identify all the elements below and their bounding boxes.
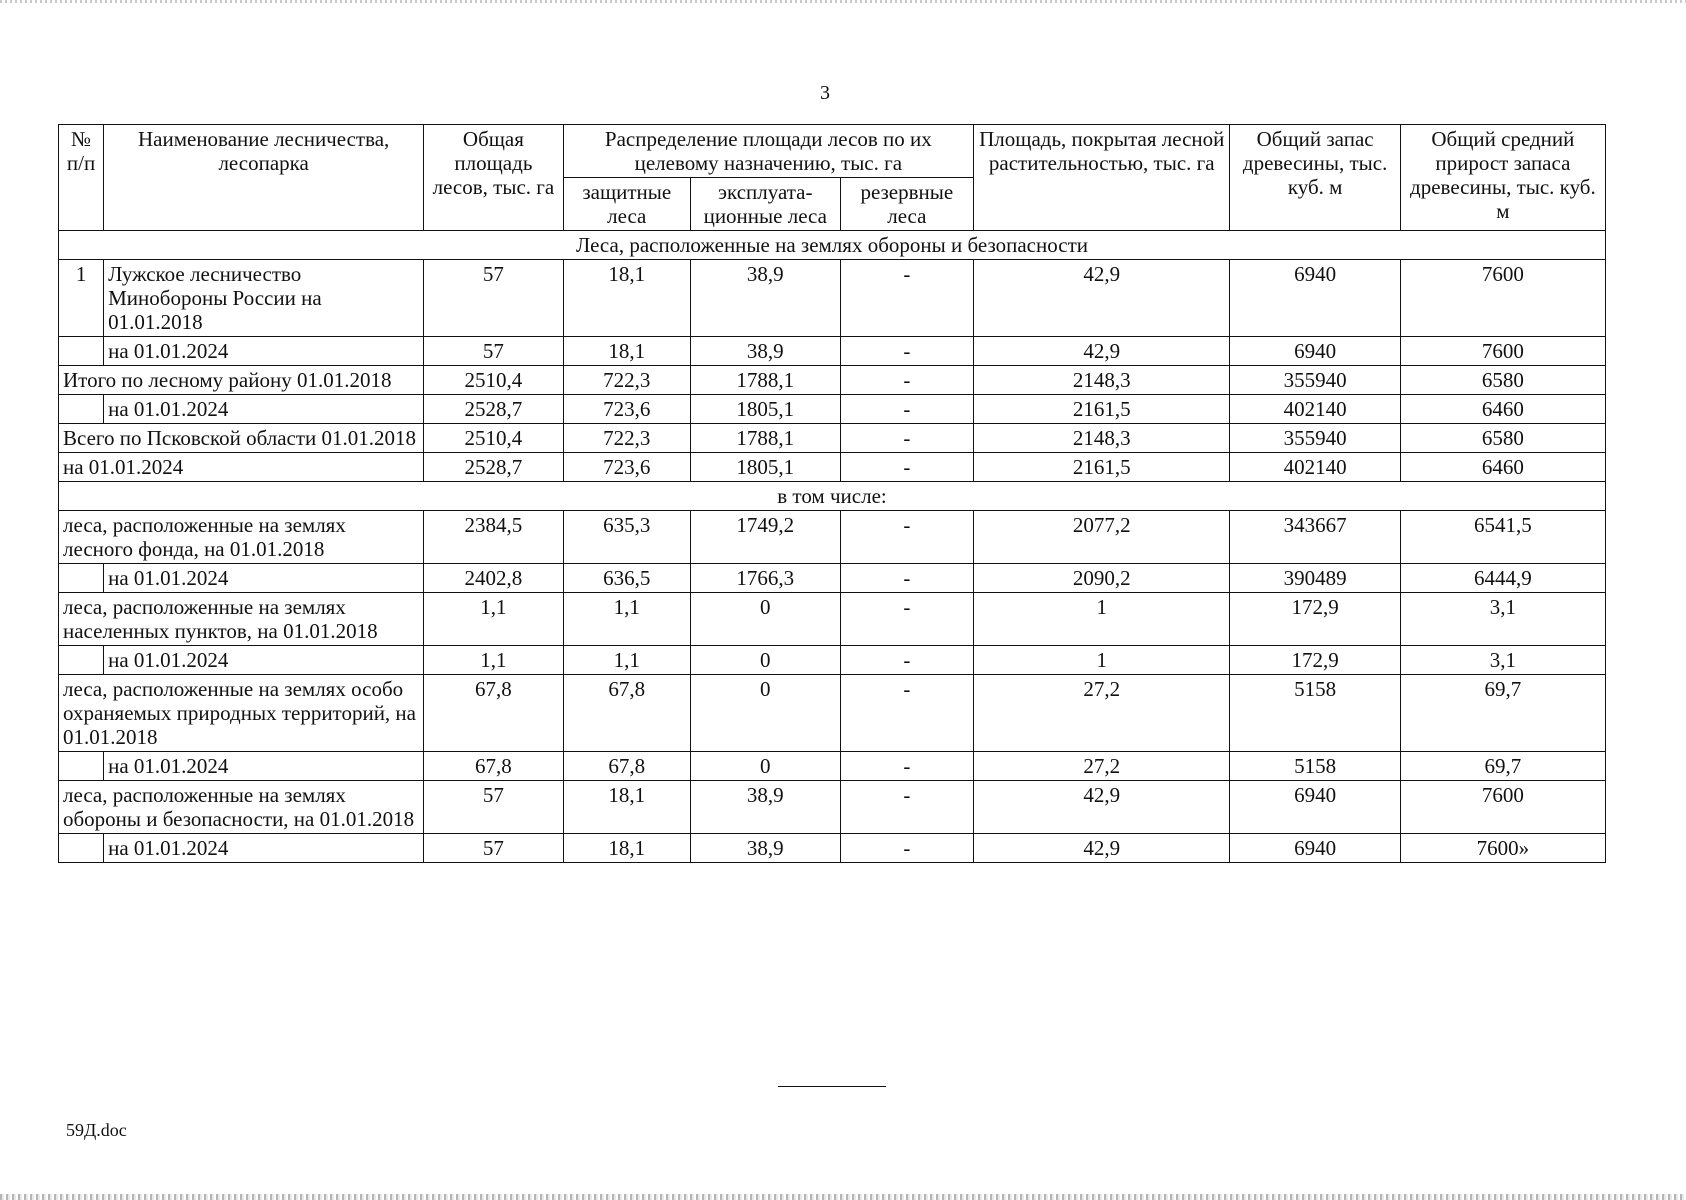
cell-total: 67,8 xyxy=(424,752,564,781)
cell-reserve: - xyxy=(840,752,973,781)
cell-covered: 2148,3 xyxy=(974,424,1230,453)
cell-covered: 2161,5 xyxy=(974,453,1230,482)
cell-growth: 6580 xyxy=(1400,424,1605,453)
cell-covered: 42,9 xyxy=(974,834,1230,863)
header-reserve: резервные леса xyxy=(840,178,973,231)
scan-edge-top xyxy=(0,0,1686,3)
cell-num xyxy=(59,564,104,593)
cell-name: на 01.01.2024 xyxy=(104,564,424,593)
cell-total: 57 xyxy=(424,781,564,834)
cell-covered: 42,9 xyxy=(974,260,1230,337)
cell-growth: 6580 xyxy=(1400,366,1605,395)
cell-num xyxy=(59,395,104,424)
cell-exploitation: 38,9 xyxy=(690,260,840,337)
section-row-including xyxy=(59,482,1606,511)
cell-reserve: - xyxy=(840,366,973,395)
cell-stock: 355940 xyxy=(1230,424,1400,453)
cell-covered: 2077,2 xyxy=(974,511,1230,564)
table-row xyxy=(59,675,1606,752)
cell-total: 2510,4 xyxy=(424,424,564,453)
table-row xyxy=(59,781,1606,834)
cell-covered: 2148,3 xyxy=(974,366,1230,395)
table-row xyxy=(59,646,1606,675)
cell-exploitation: 38,9 xyxy=(690,337,840,366)
cell-growth: 7600 xyxy=(1400,781,1605,834)
cell-growth: 6541,5 xyxy=(1400,511,1605,564)
cell-stock: 390489 xyxy=(1230,564,1400,593)
cell-stock: 6940 xyxy=(1230,337,1400,366)
table-row xyxy=(59,593,1606,646)
cell-protective: 67,8 xyxy=(563,752,690,781)
cell-growth: 7600 xyxy=(1400,337,1605,366)
cell-exploitation: 1766,3 xyxy=(690,564,840,593)
header-exploitation: эксплуата-ционные леса xyxy=(690,178,840,231)
cell-stock: 172,9 xyxy=(1230,646,1400,675)
cell-stock: 355940 xyxy=(1230,366,1400,395)
cell-num xyxy=(59,752,104,781)
cell-growth: 69,7 xyxy=(1400,675,1605,752)
cell-protective: 1,1 xyxy=(563,646,690,675)
cell-growth: 6444,9 xyxy=(1400,564,1605,593)
cell-num: 1 xyxy=(59,260,104,337)
cell-num xyxy=(59,646,104,675)
cell-covered: 1 xyxy=(974,646,1230,675)
cell-stock: 6940 xyxy=(1230,260,1400,337)
scan-edge-bottom xyxy=(0,1194,1686,1200)
cell-exploitation: 1788,1 xyxy=(690,366,840,395)
cell-total: 57 xyxy=(424,260,564,337)
table-row xyxy=(59,511,1606,564)
cell-total: 2528,7 xyxy=(424,395,564,424)
cell-name: на 01.01.2024 xyxy=(104,395,424,424)
cell-protective: 722,3 xyxy=(563,424,690,453)
cell-reserve: - xyxy=(840,593,973,646)
section-title: Леса, расположенные на землях обороны и безопасности xyxy=(59,231,1606,260)
cell-protective: 18,1 xyxy=(563,260,690,337)
cell-growth: 7600 xyxy=(1400,260,1605,337)
table-row xyxy=(59,564,1606,593)
section-title: в том числе: xyxy=(59,482,1606,511)
cell-protective: 18,1 xyxy=(563,834,690,863)
cell-growth: 6460 xyxy=(1400,453,1605,482)
cell-total: 67,8 xyxy=(424,675,564,752)
cell-reserve: - xyxy=(840,675,973,752)
cell-protective: 722,3 xyxy=(563,366,690,395)
cell-covered: 2161,5 xyxy=(974,395,1230,424)
cell-reserve: - xyxy=(840,453,973,482)
cell-stock: 402140 xyxy=(1230,395,1400,424)
cell-exploitation: 0 xyxy=(690,646,840,675)
cell-stock: 5158 xyxy=(1230,752,1400,781)
cell-protective: 635,3 xyxy=(563,511,690,564)
cell-exploitation: 1749,2 xyxy=(690,511,840,564)
cell-name: Лужское лесничество Минобороны России на 01.01.2018 xyxy=(104,260,424,337)
cell-growth: 6460 xyxy=(1400,395,1605,424)
header-row-1 xyxy=(59,125,1606,178)
cell-protective: 18,1 xyxy=(563,781,690,834)
cell-name: на 01.01.2024 xyxy=(104,337,424,366)
cell-reserve: - xyxy=(840,395,973,424)
cell-name: леса, расположенные на землях особо охраняемых природных территорий, на 01.01.2018 xyxy=(59,675,424,752)
cell-growth: 3,1 xyxy=(1400,593,1605,646)
cell-covered: 27,2 xyxy=(974,752,1230,781)
cell-covered: 27,2 xyxy=(974,675,1230,752)
table-row xyxy=(59,752,1606,781)
cell-total: 1,1 xyxy=(424,646,564,675)
cell-stock: 5158 xyxy=(1230,675,1400,752)
cell-exploitation: 1788,1 xyxy=(690,424,840,453)
table-row xyxy=(59,834,1606,863)
header-covered-area: Площадь, покрытая лесной растительностью, тыс. га xyxy=(974,125,1230,231)
cell-exploitation: 0 xyxy=(690,675,840,752)
cell-stock: 402140 xyxy=(1230,453,1400,482)
section-row-defense xyxy=(59,231,1606,260)
header-timber-stock: Общий запас древесины, тыс. куб. м xyxy=(1230,125,1400,231)
cell-reserve: - xyxy=(840,511,973,564)
header-num: № п/п xyxy=(59,125,104,231)
file-name: 59Д.doc xyxy=(66,1120,127,1140)
cell-num xyxy=(59,337,104,366)
table-row xyxy=(59,337,1606,366)
page-number: 3 xyxy=(820,82,830,104)
cell-name: Всего по Псковской области 01.01.2018 xyxy=(59,424,424,453)
cell-total: 2510,4 xyxy=(424,366,564,395)
cell-name: на 01.01.2024 xyxy=(104,752,424,781)
cell-name: леса, расположенные на землях лесного фонда, на 01.01.2018 xyxy=(59,511,424,564)
cell-protective: 18,1 xyxy=(563,337,690,366)
header-name: Наименование лесничества, лесопарка xyxy=(104,125,424,231)
cell-reserve: - xyxy=(840,646,973,675)
cell-exploitation: 1805,1 xyxy=(690,453,840,482)
cell-stock: 172,9 xyxy=(1230,593,1400,646)
cell-reserve: - xyxy=(840,564,973,593)
cell-growth: 3,1 xyxy=(1400,646,1605,675)
cell-covered: 2090,2 xyxy=(974,564,1230,593)
cell-protective: 67,8 xyxy=(563,675,690,752)
cell-protective: 636,5 xyxy=(563,564,690,593)
cell-exploitation: 1805,1 xyxy=(690,395,840,424)
cell-exploitation: 0 xyxy=(690,593,840,646)
cell-name: на 01.01.2024 xyxy=(104,834,424,863)
header-distribution: Распределение площади лесов по их целевому назначению, тыс. га xyxy=(563,125,973,178)
cell-reserve: - xyxy=(840,424,973,453)
cell-exploitation: 38,9 xyxy=(690,781,840,834)
cell-protective: 723,6 xyxy=(563,395,690,424)
forest-area-table xyxy=(58,124,1606,863)
cell-total: 1,1 xyxy=(424,593,564,646)
cell-reserve: - xyxy=(840,260,973,337)
cell-reserve: - xyxy=(840,781,973,834)
cell-protective: 723,6 xyxy=(563,453,690,482)
cell-total: 57 xyxy=(424,337,564,366)
cell-covered: 42,9 xyxy=(974,337,1230,366)
cell-growth: 7600» xyxy=(1400,834,1605,863)
header-protective: защитные леса xyxy=(563,178,690,231)
cell-growth: 69,7 xyxy=(1400,752,1605,781)
table-row xyxy=(59,260,1606,337)
header-avg-growth: Общий средний прирост запаса древесины, тыс. куб. м xyxy=(1400,125,1605,231)
cell-stock: 6940 xyxy=(1230,834,1400,863)
table-row xyxy=(59,395,1606,424)
cell-stock: 6940 xyxy=(1230,781,1400,834)
cell-total: 2384,5 xyxy=(424,511,564,564)
table-row xyxy=(59,453,1606,482)
table-row xyxy=(59,366,1606,395)
cell-name: леса, расположенные на землях населенных пунктов, на 01.01.2018 xyxy=(59,593,424,646)
cell-total: 57 xyxy=(424,834,564,863)
cell-name: на 01.01.2024 xyxy=(104,646,424,675)
footer-divider xyxy=(778,1086,886,1087)
cell-exploitation: 38,9 xyxy=(690,834,840,863)
cell-num xyxy=(59,834,104,863)
cell-total: 2402,8 xyxy=(424,564,564,593)
cell-reserve: - xyxy=(840,834,973,863)
cell-protective: 1,1 xyxy=(563,593,690,646)
cell-covered: 1 xyxy=(974,593,1230,646)
cell-name: Итого по лесному району 01.01.2018 xyxy=(59,366,424,395)
header-total-area: Общая площадь лесов, тыс. га xyxy=(424,125,564,231)
cell-total: 2528,7 xyxy=(424,453,564,482)
cell-stock: 343667 xyxy=(1230,511,1400,564)
cell-reserve: - xyxy=(840,337,973,366)
cell-name: на 01.01.2024 xyxy=(59,453,424,482)
table-row xyxy=(59,424,1606,453)
cell-name: леса, расположенные на землях обороны и безопасности, на 01.01.2018 xyxy=(59,781,424,834)
cell-covered: 42,9 xyxy=(974,781,1230,834)
cell-exploitation: 0 xyxy=(690,752,840,781)
